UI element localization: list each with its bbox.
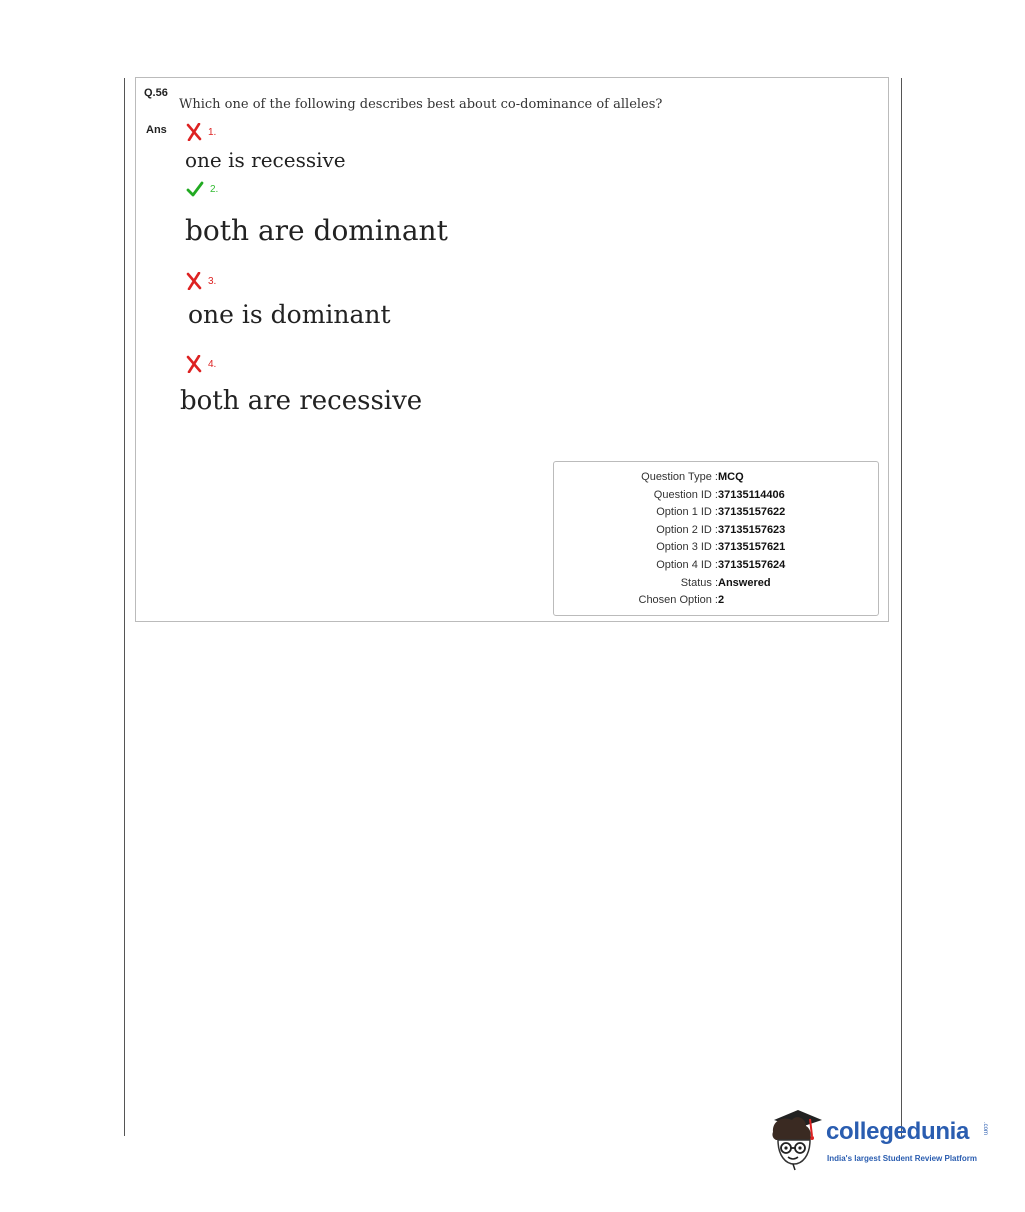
meta-value: 37135157624 <box>718 559 786 571</box>
option-2-text: both are dominant <box>185 214 448 247</box>
collegedunia-logo[interactable] <box>768 1104 998 1176</box>
meta-label: Option 1 ID : <box>656 506 718 518</box>
option-3-marker <box>186 272 216 290</box>
logo-suffix: .com <box>982 1122 988 1136</box>
meta-value: 37135157622 <box>718 506 786 518</box>
meta-label: Status : <box>680 577 718 589</box>
meta-value: 37135157623 <box>718 524 786 536</box>
option-1-marker <box>186 123 216 141</box>
option-1-number: 1. <box>208 126 217 138</box>
meta-value: MCQ <box>718 471 744 483</box>
meta-value: Answered <box>718 577 771 589</box>
option-4-text: both are recessive <box>180 386 423 416</box>
cross-icon <box>186 123 202 141</box>
meta-label: Question ID : <box>653 489 718 501</box>
option-3-text: one is dominant <box>188 300 391 329</box>
meta-label: Option 3 ID : <box>656 541 718 553</box>
cross-icon <box>186 355 202 373</box>
question-metadata <box>553 461 879 616</box>
logo-tagline: India's largest Student Review Platform <box>827 1154 977 1163</box>
page-right-rule <box>901 78 902 1138</box>
meta-value: 37135114406 <box>718 489 785 501</box>
check-icon <box>186 181 204 197</box>
option-1-text: one is recessive <box>185 148 346 172</box>
meta-label: Option 4 ID : <box>656 559 718 571</box>
meta-value: 2 <box>718 594 725 606</box>
page-left-rule <box>124 78 125 1136</box>
question-panel <box>135 77 889 622</box>
option-3-number: 3. <box>208 275 217 287</box>
question-number: Q.56 <box>144 87 168 99</box>
option-4-number: 4. <box>208 358 217 370</box>
meta-label: Chosen Option : <box>638 594 718 606</box>
cross-icon <box>186 272 202 290</box>
option-2-marker <box>186 181 218 197</box>
answer-label: Ans <box>146 124 167 136</box>
mascot-icon <box>768 1106 824 1172</box>
logo-wordmark: collegedunia <box>826 1118 970 1145</box>
option-4-marker <box>186 355 216 373</box>
question-text: Which one of the following describes best about co-dominance of alleles? <box>179 97 663 112</box>
meta-label: Option 2 ID : <box>656 524 718 536</box>
meta-label: Question Type : <box>641 471 718 483</box>
meta-value: 37135157621 <box>718 541 786 553</box>
option-2-number: 2. <box>210 183 219 195</box>
